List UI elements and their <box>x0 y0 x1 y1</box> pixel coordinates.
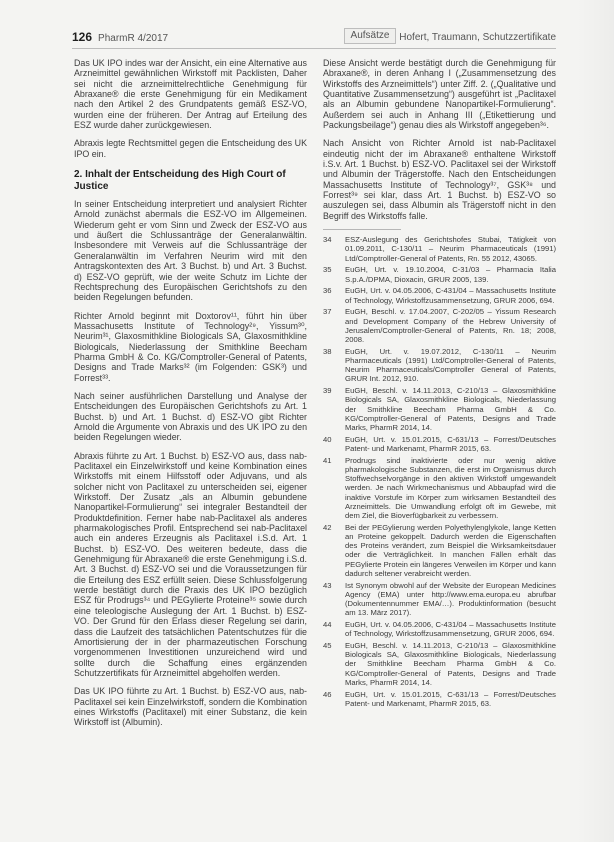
footnote-text: Ist Synonym obwohl auf der Website der European Medicines Agency (EMA) unter http://www.ema.europa.eu abrufbar (Dokumentennummer EMA/…). Produktinformation (besucht am 13. März 2017). <box>345 580 556 618</box>
journal-name: PharmR 4/2017 <box>98 33 169 44</box>
footnote-number: 43 <box>323 580 332 590</box>
header-left <box>72 30 168 44</box>
footnote-number: 42 <box>323 522 332 532</box>
footnote-text: EuGH, Beschl. v. 17.04.2007, C-202/05 – Yissum Research and Development Company of the Hebrew University of Jerusalem/Comptroller-General of Patents, Rn. 18; 2008, 2008. <box>345 307 556 344</box>
section-heading: 2. Inhalt der Entscheidung des High Court of Justice <box>74 169 286 193</box>
footnotes <box>323 235 556 708</box>
footnote-text: ESZ-Auslegung des Gerichtshofes Stubai, Tätigkeit von 01.09.2011, C-130/11 – Neurim Pharmaceuticals (1991) Ltd/Comptroller-General of Patents, Rn. 55 2012, 43065. <box>345 235 556 263</box>
footnote-text: EuGH, Beschl. v. 14.11.2013, C-210/13 – Glaxosmithkline Biologicals SA, Glaxosmithkline Biologicals, Niederlassung der Smithkline Beecham Pharma GmbH & Co. KG/Comptroller-General of Patents, Designs and Trade Marks, PharmR 2014, 14. <box>345 641 556 687</box>
footnote <box>323 435 556 453</box>
footnote-text: EuGH, Beschl. v. 14.11.2013, C-210/13 – Glaxosmithkline Biologicals SA, Glaxosmithkline Biologicals, Niederlassung der Smithkline Beecham Pharma GmbH & Co. KG/Comptroller-General of Patents, Designs and Trade Marks, PharmR 2014, 14. <box>345 386 556 432</box>
page-header <box>72 28 556 46</box>
footnote-number: 45 <box>323 641 332 651</box>
footnote-text: Prodrugs sind inaktivierte oder nur wenig aktive pharmakologische Substanzen, die erst im Organismus durch Stoffwechselvorgänge in den aktiven Wirkstoff umgewandelt werden. Je nach Wirkmechanismus und Abbaupfad wird die inaktive Vorstufe im Körper zum wirksamen Bestandteil des Arzneimittels. Die Umwandlung erfolgt oft im Gewebe, mit dem Ziel, die Bioverfügbarkeit zu verbessern. <box>345 455 556 520</box>
page-number: 126 <box>72 30 93 44</box>
footnote-number: 46 <box>323 689 332 699</box>
footnote-number: 38 <box>323 346 332 356</box>
running-head: Hofert, Traumann, Schutzzertifikate <box>399 31 556 43</box>
header-rule <box>72 48 556 49</box>
footnote-text: EuGH, Urt. v. 19.07.2012, C-130/11 – Neurim Pharmaceuticals (1991) Ltd/Comptroller-General of Patents, Neurim Pharmaceuticals/Comptroller General of Patents, GRUR Int. 2012, 910. <box>345 346 556 384</box>
section-tab: Aufsätze <box>344 28 396 44</box>
footnote-number: 41 <box>323 455 332 465</box>
footnote <box>323 386 556 432</box>
paragraph: Abraxis legte Rechtsmittel gegen die Entscheidung des UK IPO ein. <box>74 138 307 159</box>
paragraph: Nach seiner ausführlichen Darstellung und Analyse der Entscheidungen des Europäischen Gerichtshofs zu Art. 1 Buchst. b) und Art. 1 Buchst. d) ESZ-VO gibt Richter Arnold die Argumente von Abraxis und des UK IPO zu den beiden Regelungen wieder. <box>74 390 307 443</box>
footnote <box>323 347 556 384</box>
footnote-text: EuGH, Urt. v. 15.01.2015, C-631/13 – Forrest/Deutsches Patent- und Markenamt, PharmR 2015, 63. <box>345 434 556 453</box>
footnote-number: 36 <box>323 286 332 296</box>
footnote <box>323 265 556 283</box>
footnote <box>323 307 556 344</box>
footnote-number: 39 <box>323 386 332 396</box>
footnote <box>323 456 556 520</box>
footnote <box>323 523 556 578</box>
footnote-number: 37 <box>323 307 332 317</box>
footnote-number: 40 <box>323 434 332 444</box>
footnote-number: 34 <box>323 235 332 245</box>
footnote-text: Bei der PEGylierung werden Polyethylenglykole, lange Ketten an Proteine gekoppelt. Dadurch werden die Eigenschaften des Proteins verändert, zum Beispiel die Wirksamkeitsdauer oder die Verträglichkeit. In manchen Fällen erhält das PEGylierte Protein ein längeres Verweilen im Körper und kann dadurch seltener verabreicht werden. <box>345 522 556 578</box>
footnote-text: EuGH, Urt. v. 04.05.2006, C-431/04 – Massachusetts Institute of Technology, Wirkstoffzusammensetzung, GRUR 2006, 694. <box>345 620 556 639</box>
paragraph: Abraxis führte zu Art. 1 Buchst. b) ESZ-VO aus, dass nab-Paclitaxel ein Einzelwirkstoff und keine Kombination eines Wirkstoffs mit einem Hilfsstoff oder Adjuvans, und als solcher nicht von Paclitaxel zu unterscheiden sei, eigener Wirkstoff. Der Zusatz „als an Albumin gebundene Nanopartikel-Formulierung“ sei integraler Bestandteil der Produktdefinition. Ferner habe nab-Paclitaxel als anderes pharmakologisches Profil. Entsprechend sei nab-Paclitaxel auch ein anderes Erzeugnis als Paclitaxel i.S.d. Art. 1 Buchst. b) ESZ-VO. Des weiteren bedeute, dass die Genehmigung für Abraxane® die erste Genehmigung i.S.d. Art. 3 Buchst. d) ESZ-VO sei und die Voraussetzungen für die Erteilung des ESZ erfüllt seien. Diese Schlussfolgerung werde bestätigt durch die Praxis des UK IPO bezüglich ESZ für Prodrugs³⁴ und PEGylierte Proteine³⁵ sowie durch eine teleologische Auslegung der Art. 1 Buchst. b) ESZ-VO. Der Grund für den Erlass dieser Regelung sei darin, dass die Laufzeit des tatsächlichen Patentschutzes für die Amortisierung der in der pharmazeutischen Forschung vorgenommenen Investitionen unzureichend wird und sollte durch die Schaffung eines ergänzenden Schutzzertifikats für Arzneimittel abgeholfen werden. <box>74 450 307 678</box>
paragraph: Diese Ansicht werde bestätigt durch die Genehmigung für Abraxane®, in deren Anhang I („Zusammensetzung des Wirkstoffs des Arzneimittels“) unter Ziff. 2. („Qualitative und Quantitative Zusammensetzung“) ausgeführt ist „Paclitaxel als an Albumin gebundene Nanopartikel-Formulierung“. Außerdem sei auch in Anhang III („Etikettierung und Packungsbeilage“) genau dies als Wirkstoff angegeben³⁶. <box>323 58 556 131</box>
footnote <box>323 286 556 304</box>
footnote <box>323 235 556 263</box>
paragraph: Das UK IPO indes war der Ansicht, ein eine Alternative aus Arzneimittel gewähnlichen Wirkstoff mit Packlisten, Daher sei nicht die arzneimittelrechtliche Genehmigung für Abraxane® die erste Genehmigung für ein Medikament nach den Artikel 2 des Grundpatents gemäß ESZ-VO, wurden eine der früheren. Der Antrag auf Erteilung des ESZ wurde daher zurückgewiesen. <box>74 58 307 131</box>
paragraph: Richter Arnold beginnt mit Doxtorov¹¹, führt hin über Massachusetts Institute of Technology²⁹, Yissum³⁰, Neurim³¹, Glaxosmithkline Biologicals SA, Glaxosmithkline Biologicals, Niederlassung der Smithkline Beecham Pharma GmbH & Co. KG/Comptroller-General of Patents, Designs and Trade Marks³² (im Folgenden: GSK³) und Forrest³³. <box>74 310 307 383</box>
footnote <box>323 690 556 708</box>
footnote-text: EuGH, Urt. v. 19.10.2004, C-31/03 – Pharmacia Italia S.p.A./DPMA, Dioxacin, GRUR 2005, 139. <box>345 265 556 284</box>
footnote-number: 35 <box>323 265 332 275</box>
footnote-text: EuGH, Urt. v. 04.05.2006, C-431/04 – Massachusetts Institute of Technology, Wirkstoffzusammensetzung, GRUR 2006, 694. <box>345 286 556 305</box>
footnote-number: 44 <box>323 620 332 630</box>
paragraph: In seiner Entscheidung interpretiert und analysiert Richter Arnold zunächst abermals die ESZ-VO im Allgemeinen. Wiederum geht er vom Sinn und Zweck der ESZ-VO aus und äußert die Schlussanträge der Generalanwältin. Insbesondere mit Verweis auf die Schlussanträge der Generalanwältin im Verfahren Neurim wird mit den Antragskontexten des Art. 3 Buchst. b) und Art. 3 Buchst. d) ESZ-VO geprüft, wie der weite Schutz im Lichte der Rechtsprechung des Europäischen Gerichtshofs zu den beiden Regelungen befunden. <box>74 199 307 303</box>
footnote <box>323 641 556 687</box>
page-shadow <box>576 0 614 842</box>
left-column <box>74 58 307 808</box>
paragraph: Nach Ansicht von Richter Arnold ist nab-Paclitaxel eindeutig nicht der im Abraxane® enthaltene Wirkstoff i.S.v. Art. 1 Buchst. b) ESZ-VO. Paclitaxel sei der Wirkstoff und Albumin der Trägerstoffe. Nach den Entscheidungen Massachusetts Institute of Technology³⁷, GSK³⁸ und Forrest³⁹ sei klar, dass Art. 1 Buchst. b) ESZ-VO so auszulegen sei, dass Albumin als Trägerstoff nicht in den Begriff des Wirkstoffs falle. <box>323 138 556 221</box>
footnote <box>323 581 556 618</box>
paragraph: Das UK IPO führte zu Art. 1 Buchst. b) ESZ-VO aus, nab-Paclitaxel sei kein Einzelwirkstoff, sondern die Kombination eines Wirkstoffs (Paclitaxel) mit einer Substanz, die kein Wirkstoff ist (Albumin). <box>74 686 307 728</box>
footnote <box>323 620 556 638</box>
article-columns <box>74 58 556 808</box>
right-column <box>323 58 556 808</box>
footnote-rule <box>323 229 401 230</box>
footnote-text: EuGH, Urt. v. 15.01.2015, C-631/13 – Forrest/Deutsches Patent- und Markenamt, PharmR 2015, 63. <box>345 689 556 708</box>
